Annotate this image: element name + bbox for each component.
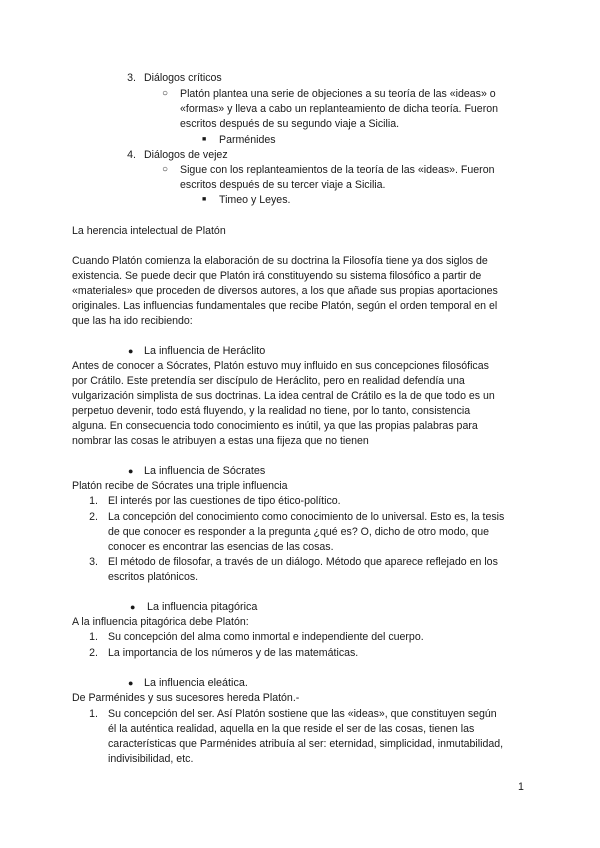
list-item-line: de que conocer es responder a la pregunta ¿qué es? O, dicho de otro modo, que xyxy=(108,526,490,538)
desc-line: escritos después de su tercer viaje a Sicilia. xyxy=(180,179,386,191)
paragraph-line: vulgarización simplista de sus doctrinas. La idea central de Crátilo es la de que todo es un xyxy=(72,390,495,402)
list-item-title: Diálogos críticos xyxy=(144,72,222,84)
paragraph-line: alguna. En consecuencia todo conocimiento es inútil, ya que las propias palabras para xyxy=(72,420,478,432)
paragraph-line: Platón recibe de Sócrates una triple influencia xyxy=(72,480,288,492)
paragraph-line: Cuando Platón comienza la elaboración de su doctrina la Filosofía tiene ya dos siglos de xyxy=(72,255,488,267)
subsection-heading: La influencia eleática. xyxy=(144,677,248,689)
list-item-line: La concepción del conocimiento como conocimiento de lo universal. Esto es, la tesis xyxy=(108,511,505,523)
list-number: 1. xyxy=(89,708,98,720)
square-bullet-icon: ■ xyxy=(202,136,207,143)
list-item-line: él la auténtica realidad, aquella en la que reside el ser de las cosas, tienen las xyxy=(108,723,475,735)
list-number: 2. xyxy=(89,511,98,523)
list-item-title: Diálogos de vejez xyxy=(144,149,228,161)
paragraph-line: «materiales» que proceden de diversos autores, a los que añade sus propias aportaciones xyxy=(72,285,498,297)
desc-line: «formas» y lleva a cabo un replanteamiento de dicha teoría. Fueron xyxy=(180,103,499,115)
list-number: 4. xyxy=(127,149,136,161)
bullet-icon: ● xyxy=(128,466,134,476)
list-number: 1. xyxy=(89,631,98,643)
paragraph-line: Antes de conocer a Sócrates, Platón estuvo muy influido en sus concepciones filosóficas xyxy=(72,360,489,372)
list-number: 3. xyxy=(127,72,136,84)
list-item-line: indivisibilidad, etc. xyxy=(108,753,194,765)
list-item-line: escritos platónicos. xyxy=(108,571,199,583)
circle-bullet-icon: ○ xyxy=(162,88,169,99)
list-number: 2. xyxy=(89,647,98,659)
list-item-line: El interés por las cuestiones de tipo ético-político. xyxy=(108,495,341,507)
paragraph-line: originales. Las influencias fundamentales que recibe Platón, según el orden temporal en el xyxy=(72,300,498,312)
page-number: 1 xyxy=(518,781,524,793)
square-bullet-icon: ■ xyxy=(202,196,207,203)
subsection-heading: La influencia de Heráclito xyxy=(144,345,266,357)
paragraph-line: existencia. Se puede decir que Platón irá constituyendo su sistema filosófico a partir de xyxy=(72,270,482,282)
list-item-line: conocer es encontrar las esencias de las cosas. xyxy=(108,541,334,553)
list-number: 1. xyxy=(89,495,98,507)
bullet-icon: ● xyxy=(130,602,136,612)
paragraph-line: nombrar las cosas le atribuyen a estas una fijeza que no tienen xyxy=(72,435,369,447)
desc-line: escritos después de su segundo viaje a Sicilia. xyxy=(180,118,400,130)
list-item-line: Su concepción del ser. Así Platón sostiene que las «ideas», que constituyen según xyxy=(108,708,497,720)
bullet-icon: ● xyxy=(128,346,134,356)
sub-item: Timeo y Leyes. xyxy=(219,194,291,206)
list-item-line: El método de filosofar, a través de un diálogo. Método que aparece reflejado en los xyxy=(108,556,498,568)
list-item-line: Su concepción del alma como inmortal e independiente del cuerpo. xyxy=(108,631,424,643)
paragraph-line: De Parménides y sus sucesores hereda Platón.- xyxy=(72,692,300,704)
subsection-heading: La influencia de Sócrates xyxy=(144,465,266,477)
circle-bullet-icon: ○ xyxy=(162,164,169,175)
section-title: La herencia intelectual de Platón xyxy=(72,225,226,237)
desc-line: Platón plantea una serie de objeciones a su teoría de las «ideas» o xyxy=(180,88,496,100)
paragraph-line: perpetuo devenir, todo está fluyendo, y la realidad no tiene, por lo tanto, consistencia xyxy=(72,405,471,417)
paragraph-line: que las ha ido recibiendo: xyxy=(72,315,193,327)
desc-line: Sigue con los replanteamientos de la teoría de las «ideas». Fueron xyxy=(180,164,495,176)
bullet-icon: ● xyxy=(128,678,134,688)
list-item-line: características que Parménides atribuía al ser: eternidad, simplicidad, inmutabilidad, xyxy=(108,738,504,750)
sub-item: Parménides xyxy=(219,134,276,146)
list-item-line: La importancia de los números y de las matemáticas. xyxy=(108,647,359,659)
paragraph-line: por Crátilo. Este pretendía ser discípulo de Heráclito, pero en realidad defendía una xyxy=(72,375,465,387)
subsection-heading: La influencia pitagórica xyxy=(147,601,258,613)
paragraph-line: A la influencia pitagórica debe Platón: xyxy=(72,616,249,628)
list-number: 3. xyxy=(89,556,98,568)
